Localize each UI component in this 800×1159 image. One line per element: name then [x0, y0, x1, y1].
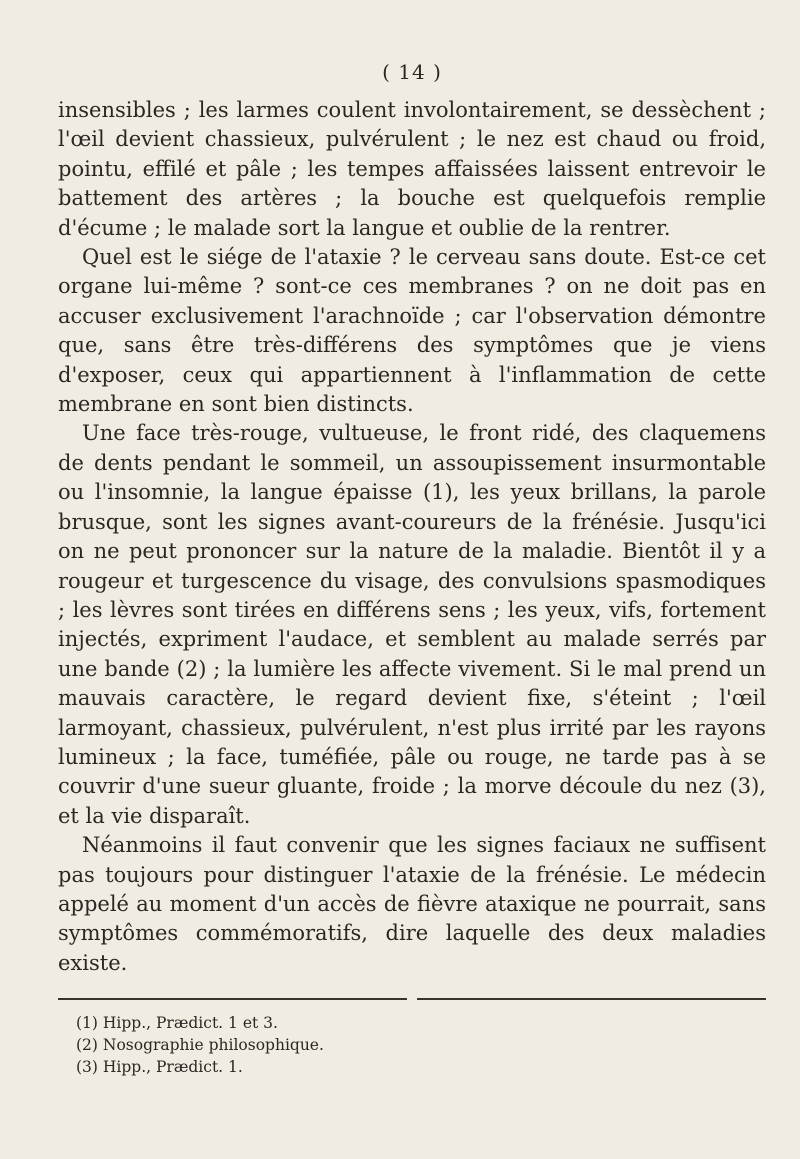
footnote-3: (3) Hipp., Prædict. 1. — [76, 1058, 243, 1077]
paragraph-3: Une face très-rouge, vultueuse, le front ridé, des claquemens de dents pendant le sommeil, un assoupissement insurmontable ou l'insomnie, la langue épaisse (1), les yeux brillans, la parole brusque, sont les signes avant-coureurs de la frénésie. Jusqu'ici on ne peut prononcer sur la nature de la maladie. Bientôt il y a rougeur et turgescence du visage, des convulsions spasmodiques ; les lèvres sont tirées en différens sens ; les yeux, vifs, fortement injectés, expriment l'audace, et semblent au malade serrés par une bande (2) ; la lumière les affecte vivement. Si le mal prend un mauvais caractère, le regard devient fixe, s'éteint ; l'œil larmoyant, chassieux, pulvérulent, n'est plus irrité par les rayons lumineux ; la face, tuméfiée, pâle ou rouge, ne tarde pas à se couvrir d'une sueur gluante, froide ; la morve découle du nez (3), et la vie disparaît. — [58, 421, 766, 828]
paragraph-4: Néanmoins il faut convenir que les signes faciaux ne suffisent pas toujours pour distinguer l'ataxie de la frénésie. Le médecin appelé au moment d'un accès de fièvre ataxique ne pourrait, sans symptômes commémoratifs, dire laquelle des deux maladies existe. — [58, 833, 766, 975]
paragraph-1: insensibles ; les larmes coulent involontairement, se dessèchent ; l'œil devient chassieux, pulvérulent ; le nez est chaud ou froid, pointu, effilé et pâle ; les tempes affaissées laissent entrevoir le battement des artères ; la bouche est quelquefois remplie d'écume ; le malade sort la langue et oublie de la rentrer. — [58, 98, 766, 240]
footnote-2: (2) Nosographie philosophique. — [76, 1036, 324, 1055]
divider-segment-right — [417, 998, 766, 1000]
footnote-divider — [58, 998, 766, 1000]
book-page — [58, 60, 766, 1078]
page-number: ( 14 ) — [382, 60, 442, 84]
body-text — [58, 96, 766, 978]
footnotes — [58, 1012, 766, 1078]
footnote-1: (1) Hipp., Prædict. 1 et 3. — [76, 1014, 278, 1033]
divider-segment-left — [58, 998, 407, 1000]
paragraph-2: Quel est le siége de l'ataxie ? le cerveau sans doute. Est-ce cet organe lui-même ? sont-ce ces membranes ? on ne doit pas en accuser exclusivement l'arachnoïde ; car l'observation démontre que, sans être très-différens des symptômes que je viens d'exposer, ceux qui appartiennent à l'inflammation de cette membrane en sont bien distincts. — [58, 245, 766, 417]
